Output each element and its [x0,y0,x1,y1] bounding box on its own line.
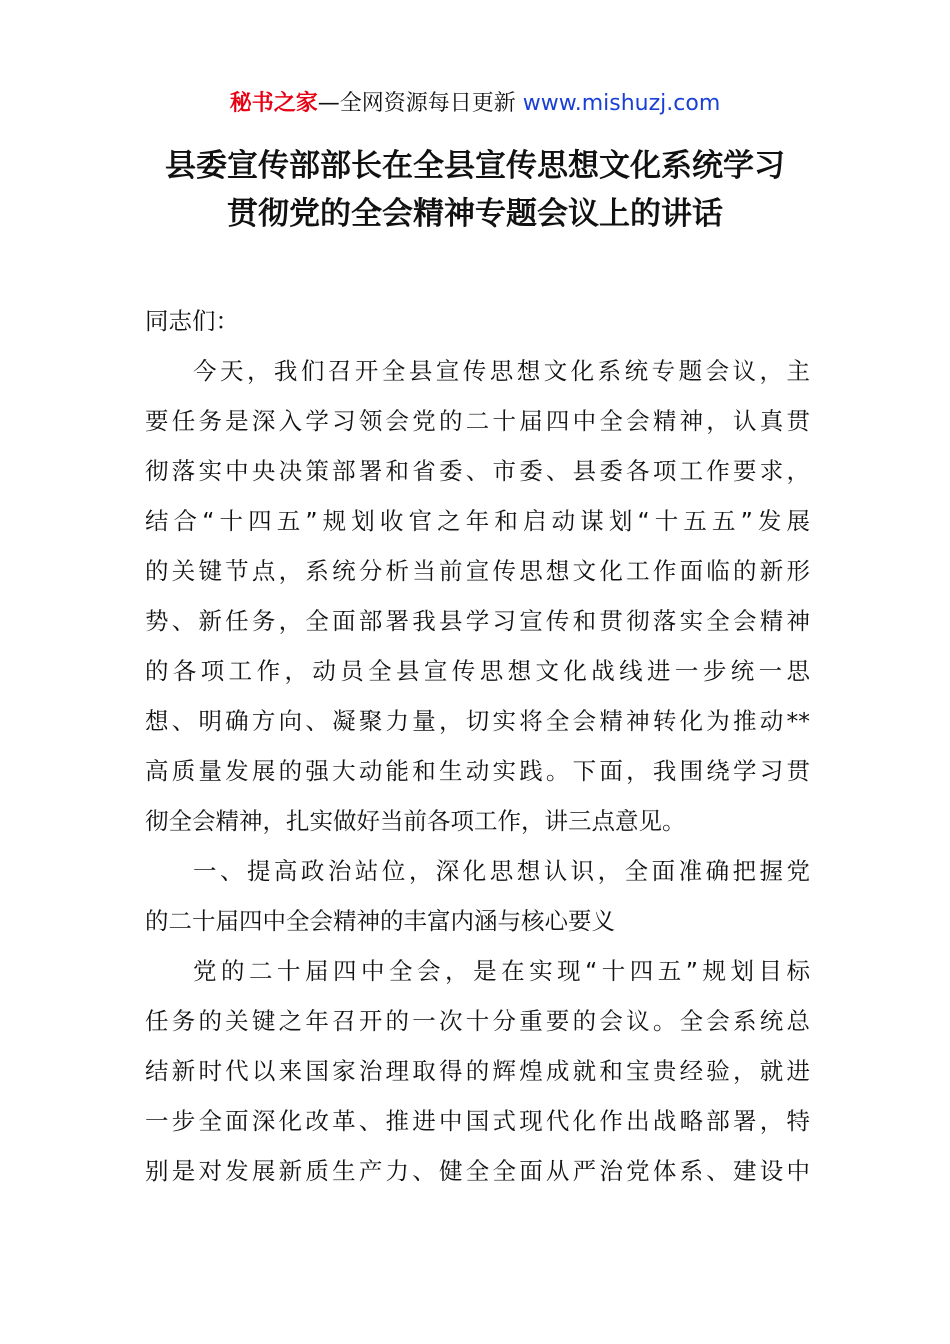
document-title [120,142,830,238]
site-header [0,88,950,120]
paragraph-line: 想、明确方向、凝聚力量，切实将全会精神转化为推动** [145,707,810,735]
paragraph-line: 彻全会精神，扎实做好当前各项工作，讲三点意见。 [145,807,686,835]
paragraph-line: 的各项工作，动员全县宣传思想文化战线进一步统一思 [145,657,810,685]
paragraph-line: 高质量发展的强大动能和生动实践。下面，我围绕学习贯 [145,757,810,785]
site-url-link[interactable]: www.mishuzj.com [522,91,721,116]
brand-name: 秘书之家 [229,91,318,116]
paragraph-line: 党的二十届四中全会，是在实现“十四五”规划目标 [193,957,810,985]
paragraph-line: 要任务是深入学习领会党的二十届四中全会精神，认真贯 [145,407,810,435]
paragraph-line: 的关键节点，系统分析当前宣传思想文化工作面临的新形 [145,557,810,585]
paragraph-line: 别是对发展新质生产力、健全全面从严治党体系、建设中 [145,1157,810,1185]
paragraph-line: 势、新任务，全面部署我县学习宣传和贯彻落实全会精神 [145,607,810,635]
paragraph-line: 彻落实中央决策部署和省委、市委、县委各项工作要求， [145,457,810,485]
header-tagline: —全网资源每日更新 [317,91,523,116]
title-line-1: 县委宣传部部长在全县宣传思想文化系统学习 [165,148,785,184]
paragraph-line: 任务的关键之年召开的一次十分重要的会议。全会系统总 [145,1007,810,1035]
salutation: 同志们： [145,307,239,335]
paragraph-line: 结新时代以来国家治理取得的辉煌成就和宝贵经验，就进 [145,1057,810,1085]
section-heading-line: 一、提高政治站位，深化思想认识，全面准确把握党 [193,857,810,885]
title-line-2: 贯彻党的全会精神专题会议上的讲话 [227,196,723,232]
paragraph-line: 一步全面深化改革、推进中国式现代化作出战略部署，特 [145,1107,810,1135]
document-body [145,296,810,1196]
paragraph-line: 今天，我们召开全县宣传思想文化系统专题会议，主 [193,357,810,385]
paragraph-line: 结合“十四五”规划收官之年和启动谋划“十五五”发展 [145,507,810,535]
section-heading-line: 的二十届四中全会精神的丰富内涵与核心要义 [145,907,615,935]
